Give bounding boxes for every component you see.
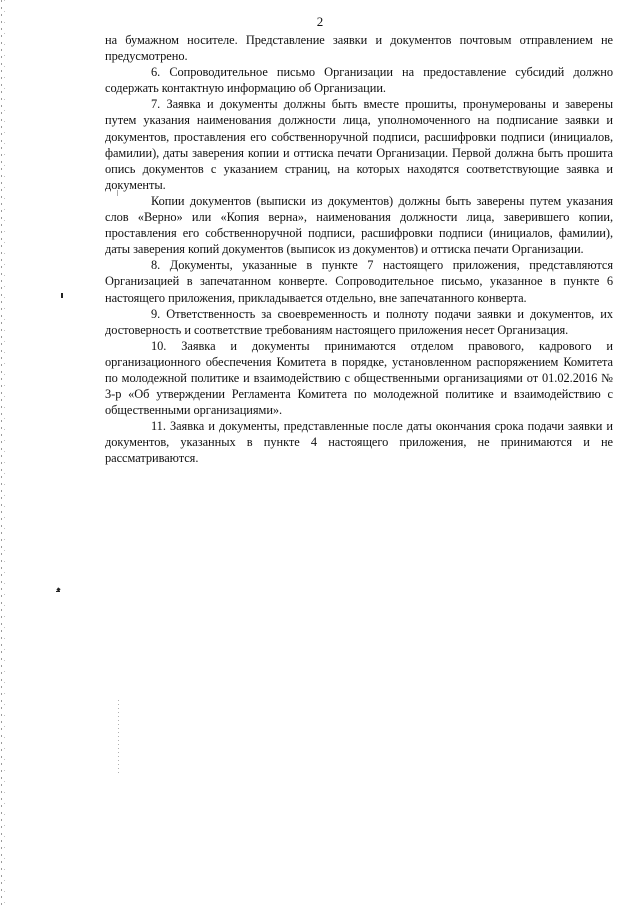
document-body	[105, 32, 613, 467]
paragraph-item-6: 6. Сопроводительное письмо Организации на предоставление субсидий должно содержать контактную информацию об Организации.	[105, 65, 613, 96]
paragraph-item-8: 8. Документы, указанные в пункте 7 настоящего приложения, представляются Организацией в запечатанном конверте. Сопроводительное письмо, указанное в пункте 6 настоящего приложения, прикладывается отдельно, вне запечатанного конверта.	[105, 258, 613, 305]
scan-speck	[61, 293, 63, 298]
scan-speck	[56, 591, 60, 592]
scan-left-edge-faint	[4, 0, 5, 905]
paragraph-item-7: 7. Заявка и документы должны быть вместе прошиты, пронумерованы и заверены путем указания наименования должности лица, уполномоченного на подписание заявки и документов, проставления его собственноручной подписи, расшифровки подписи (инициалов, фамилии), даты заверения копии и оттиска печати Организации. Первой должна быть прошита опись документов с указанием страниц, на которых находятся соответствующие заявка и документы.	[105, 97, 613, 192]
paragraph-item-9: 9. Ответственность за своевременность и полноту подачи заявки и документов, их достоверность и соответствие требованиям настоящего приложения несет Организация.	[105, 306, 613, 337]
page-number: 2	[316, 14, 324, 29]
paragraph-copies: Копии документов (выписки из документов) должны быть заверены путем указания слов «Верно» или «Копия верна», наименования должности лица, заверившего копии, проставления его собственноручной подписи, расшифровки подписи (инициалов, фамилии), даты заверения копий документов (выписок из документов) и оттиска печати Организации.	[105, 193, 613, 257]
paragraph-item-11: 11. Заявка и документы, представленные после даты окончания срока подачи заявки и документов, указанных в пункте 4 настоящего приложения, не принимаются и не рассматриваются.	[105, 419, 613, 466]
paragraph-item-10: 10. Заявка и документы принимаются отделом правового, кадрового и организационного обеспечения Комитета в порядке, установленном распоряжением Комитета по молодежной политике и взаимодействию с общественными организациями от 01.02.2016 № 3-р «Об утверждении Регламента Комитета по молодежной политике и взаимодействию с общественными организациями».	[105, 338, 613, 418]
paragraph-continuation: на бумажном носителе. Представление заявки и документов почтовым отправлением не предусмотрено.	[105, 33, 613, 64]
scan-dotted-mark	[118, 700, 119, 775]
scan-left-edge	[1, 0, 2, 905]
